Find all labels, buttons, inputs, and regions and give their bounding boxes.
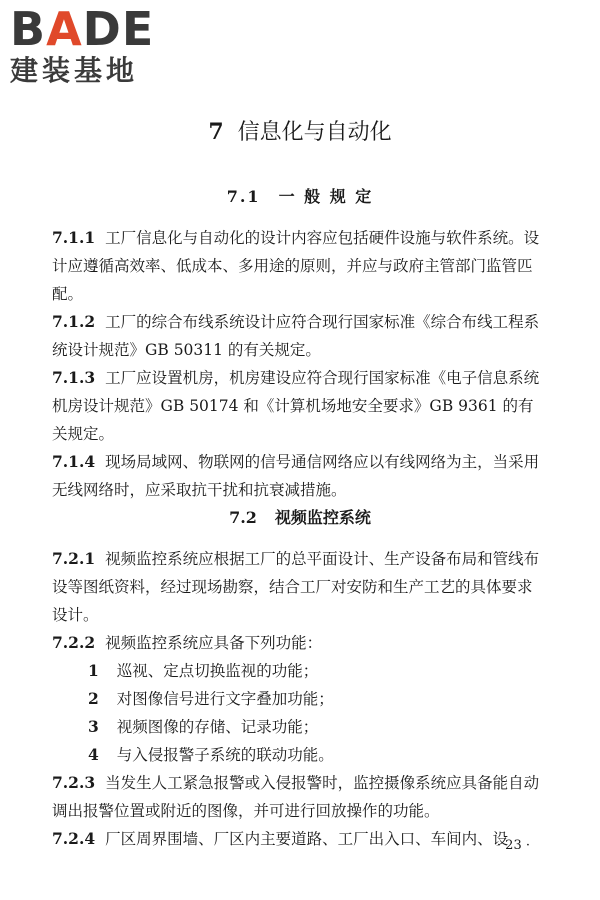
clause-7-2-1: [52, 545, 547, 629]
logo-letter-a: A: [46, 2, 83, 56]
logo-letters-de: DE: [82, 2, 155, 56]
section-7-2-body: [52, 545, 547, 853]
clause-7-2-4: [52, 825, 547, 853]
clause-7-2-2: [52, 629, 547, 657]
clause-number: 7.2.3: [52, 773, 96, 792]
clause-text: 视频监控系统应具备下列功能：: [105, 634, 323, 652]
list-item: [52, 685, 547, 713]
clause-7-2-3: [52, 769, 547, 825]
clause-text: 工厂应设置机房，机房建设应符合现行国家标准《电子信息系统机房设计规范》GB 50174 和《计算机场地安全要求》GB 9361 的有关规定。: [52, 369, 540, 443]
list-item-number: 4: [88, 745, 99, 764]
clause-number: 7.1.2: [52, 312, 96, 331]
clause-number: 7.2.2: [52, 633, 96, 652]
clause-number: 7.1.3: [52, 368, 96, 387]
section-7-1-body: [52, 224, 547, 504]
section-title-7-1: [0, 186, 600, 208]
section-name: 一 般 规 定: [278, 187, 374, 206]
section-number: 7.2: [229, 508, 257, 527]
list-item-text: 与入侵报警子系统的联动功能。: [116, 746, 334, 764]
clause-7-1-1: [52, 224, 547, 308]
list-item: [52, 657, 547, 685]
chapter-title: [0, 118, 600, 147]
clause-text: 工厂信息化与自动化的设计内容应包括硬件设施与软件系统。设计应遵循高效率、低成本、多用途的原则，并应与政府主管部门监管匹配。: [52, 229, 540, 303]
clause-number: 7.2.1: [52, 549, 96, 568]
list-item-text: 对图像信号进行文字叠加功能；: [116, 690, 334, 708]
clause-number: 7.2.4: [52, 829, 96, 848]
chapter-number: 7: [208, 119, 224, 145]
clause-text: 现场局域网、物联网的信号通信网络应以有线网络为主，当采用无线网络时，应采取抗干扰和抗衰减措施。: [52, 453, 540, 499]
list-item-text: 视频图像的存储、记录功能；: [116, 718, 319, 736]
logo-letter-b: B: [10, 2, 47, 56]
logo-subtitle: 建装基地: [10, 54, 139, 87]
chapter-name: 信息化与自动化: [237, 120, 392, 145]
clause-7-1-2: [52, 308, 547, 364]
list-item-number: 1: [88, 661, 99, 680]
clause-7-1-4: [52, 448, 547, 504]
clause-text: 厂区周界围墙、厂区内主要道路、工厂出入口、车间内、设: [105, 830, 509, 848]
bade-logo: [10, 2, 175, 87]
list-item: [52, 741, 547, 769]
page-number: · 23 ·: [496, 838, 530, 853]
clause-7-1-3: [52, 364, 547, 448]
list-item-text: 巡视、定点切换监视的功能；: [116, 662, 319, 680]
clause-text: 视频监控系统应根据工厂的总平面设计、生产设备布局和管线布设等图纸资料，经过现场勘察，结合工厂对安防和生产工艺的具体要求设计。: [52, 550, 540, 624]
section-name: 视频监控系统: [274, 508, 371, 527]
section-number: 7.1: [226, 187, 261, 206]
clause-number: 7.1.1: [52, 228, 96, 247]
list-item: [52, 713, 547, 741]
logo-brand: [10, 2, 175, 56]
clause-text: 当发生人工紧急报警或入侵报警时，监控摄像系统应具备能自动调出报警位置或附近的图像，并可进行回放操作的功能。: [52, 774, 540, 820]
clause-text: 工厂的综合布线系统设计应符合现行国家标准《综合布线工程系统设计规范》GB 50311 的有关规定。: [52, 313, 540, 359]
clause-number: 7.1.4: [52, 452, 96, 471]
section-title-7-2: [0, 507, 600, 529]
list-item-number: 3: [88, 717, 99, 736]
list-item-number: 2: [88, 689, 99, 708]
